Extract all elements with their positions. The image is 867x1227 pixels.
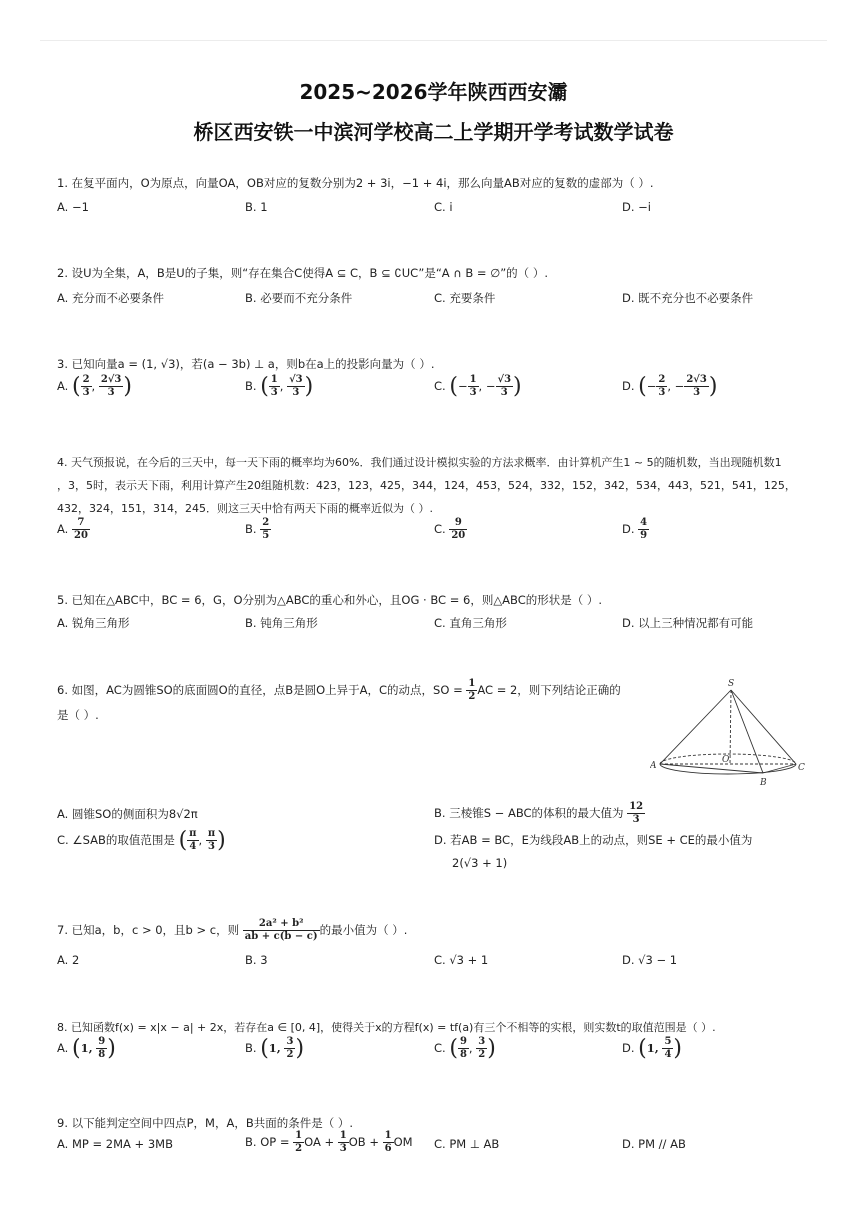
question-7-stem (57, 918, 407, 943)
q4-b-label: B. (245, 522, 257, 536)
question-9-stem: 9. 以下能判定空间中四点P，M，A，B共面的条件是（ ）. (57, 1116, 354, 1130)
fig-label-a: A (650, 761, 657, 771)
q9-b-num3: 1 (384, 1130, 392, 1141)
fig-label-s: S (728, 679, 735, 689)
question-6-stem (57, 678, 621, 703)
q4-a-label: A. (57, 522, 69, 536)
q4-a-den: 20 (73, 530, 88, 541)
q8-option-a[interactable]: A. (1, $\frac{9}{8}$ ) (57, 1036, 116, 1061)
q2-option-a[interactable]: A. 充分而不必要条件 (57, 291, 164, 305)
q3-a-den1: 3 (82, 387, 90, 398)
q9-option-b[interactable] (245, 1130, 413, 1155)
question-5-stem: 5. 已知在△ABC中，BC = 6，G，O分别为△ABC的重心和外心，且OG · BC = 6，则△ABC的形状是（ ）. (57, 593, 603, 607)
q5-option-a[interactable]: A. 锐角三角形 (57, 616, 130, 630)
q3-c-label: C. (434, 379, 446, 393)
q8-a-den: 8 (98, 1049, 106, 1060)
q9-option-d[interactable]: D. PM // AB (622, 1137, 686, 1151)
question-8-stem: 8. 已知函数f(x) = x|x − a| + 2x，若存在a ∈ [0, 4]，使得关于x的方程f(x) = tf(a)有三个不相等的实根，则实数t的取值范围是（ ）. (57, 1021, 716, 1034)
q6-option-c[interactable]: C. ∠SAB的取值范围是 ( $\frac{\pi}{4}$ , $\frac{\pi}{3}$ ) (57, 828, 226, 853)
q1-option-c[interactable]: C. i (434, 200, 453, 214)
q8-c-den1: 8 (459, 1049, 467, 1060)
q4-a-num: 7 (72, 517, 90, 530)
q8-a-num: 9 (98, 1036, 106, 1047)
q4-b-den: 5 (262, 530, 270, 541)
q7-option-c[interactable]: C. √3 + 1 (434, 953, 489, 967)
q6-c-text: C. ∠SAB的取值范围是 (57, 833, 175, 847)
q9-b-num1: 1 (295, 1130, 303, 1141)
q3-b-den1: 3 (270, 387, 278, 398)
cone-figure (650, 678, 810, 788)
q7-stem-num: 2a² + b² (243, 918, 320, 931)
q8-c-num1: 9 (459, 1036, 467, 1047)
q7-stem-part2: 的最小值为（ ）. (319, 923, 408, 937)
q3-b-num1: 1 (270, 374, 278, 385)
q7-option-d[interactable]: D. √3 − 1 (622, 953, 678, 967)
q9-option-a[interactable]: A. MP = 2MA + 3MB (57, 1137, 173, 1151)
fig-label-c: C (798, 763, 805, 773)
q8-option-c[interactable]: C. ( $\frac{9}{8}$ , $\frac{3}{2}$ ) (434, 1036, 496, 1061)
q9-b-den3: 6 (384, 1143, 392, 1154)
q9-b-den2: 3 (339, 1143, 347, 1154)
q5-option-b[interactable]: B. 钝角三角形 (245, 616, 318, 630)
q7-stem-den: ab + c(b − c) (244, 931, 318, 942)
q4-option-d[interactable] (622, 517, 649, 542)
q6-option-d-line2: 2(√3 + 1) (452, 856, 508, 870)
q3-a-num2: 2√3 (100, 374, 122, 385)
q1-option-a[interactable]: A. −1 (57, 200, 89, 214)
q9-option-c[interactable]: C. PM ⊥ AB (434, 1137, 500, 1151)
q2-option-c[interactable]: C. 充要条件 (434, 291, 496, 305)
q6-c-num2: π (207, 828, 216, 839)
q3-d-den1: 3 (658, 387, 666, 398)
q6-option-d[interactable]: D. 若AB = BC，E为线段AB上的动点，则SE + CE的最小值为 (434, 833, 753, 847)
q3-b-label: B. (245, 379, 257, 393)
q3-c-num2: √3 (497, 374, 512, 385)
q9-b-part3: OB + (348, 1135, 379, 1149)
q9-b-part4: OM (393, 1135, 413, 1149)
q1-option-b[interactable]: B. 1 (245, 200, 268, 214)
q6-option-a[interactable]: A. 圆锥SO的侧面积为8√2π (57, 807, 198, 821)
q3-b-num2: √3 (289, 374, 303, 385)
fig-label-o: O (722, 755, 730, 765)
q6-c-num1: π (189, 828, 197, 839)
q8-d-den: 4 (664, 1049, 672, 1060)
q3-d-label: D. (622, 379, 635, 393)
q8-c-label: C. (434, 1041, 446, 1055)
q7-stem-part1: 7. 已知a，b，c > 0，且b > c，则 (57, 923, 240, 937)
question-6-stem-line2: 是（ ）. (57, 708, 99, 722)
q4-d-num: 4 (640, 517, 648, 528)
q6-stem-part2: AC = 2，则下列结论正确的 (477, 683, 621, 697)
q3-c-num1: 1 (469, 374, 477, 385)
q9-b-num2: 1 (339, 1130, 347, 1141)
q4-c-label: C. (434, 522, 446, 536)
q4-d-label: D. (622, 522, 635, 536)
q3-b-den2: 3 (292, 387, 300, 398)
q6-option-b[interactable] (434, 801, 645, 826)
q4-option-b[interactable] (245, 517, 271, 542)
q3-a-num1: 2 (82, 374, 90, 385)
q9-b-part2: OA + (304, 1135, 335, 1149)
q3-option-d[interactable]: D. (− $\frac{2}{3}$ , − $\frac{2√3}{3}$ ) (622, 374, 718, 399)
q8-a-left: 1, (80, 1041, 93, 1055)
q3-d-den2: 3 (693, 387, 701, 398)
question-2-stem: 2. 设U为全集，A，B是U的子集，则“存在集合C使得A ⊆ C，B ⊆ ∁UC”是“A ∩ B = ∅”的（ ）. (57, 266, 548, 280)
q6-stem-part1: 6. 如图，AC为圆锥SO的底面圆O的直径，点B是圆O上异于A，C的动点，SO = (57, 683, 463, 697)
q4-c-num: 9 (449, 517, 467, 530)
q8-a-label: A. (57, 1041, 69, 1055)
q2-option-b[interactable]: B. 必要而不充分条件 (245, 291, 353, 305)
q6-stem-den: 2 (468, 691, 476, 702)
q6-stem-num: 1 (468, 678, 476, 689)
q4-option-c[interactable] (434, 517, 467, 542)
q8-option-b[interactable]: B. (1, $\frac{3}{2}$ ) (245, 1036, 305, 1061)
q8-d-left: 1, (646, 1041, 659, 1055)
q7-option-b[interactable]: B. 3 (245, 953, 268, 967)
question-4-line1: 4. 天气预报说，在今后的三天中，每一天下雨的概率均为60%．我们通过设计模拟实验的方法求概率．由计算机产生1 ~ 5的随机数，当出现随机数1 (57, 456, 782, 469)
q6-b-text: B. 三棱锥S − ABC的体积的最大值为 (434, 806, 624, 820)
q4-b-num: 2 (262, 517, 270, 528)
q8-b-label: B. (245, 1041, 257, 1055)
q3-c-den2: 3 (500, 387, 508, 398)
q3-option-c[interactable]: C. (− $\frac{1}{3}$ , − $\frac{√3}{3}$ ) (434, 374, 522, 399)
q8-b-den: 2 (286, 1049, 294, 1060)
question-4-line3: 432，324，151，314，245．则这三天中恰有两天下雨的概率近似为（ ）. (57, 502, 433, 515)
q6-c-den2: 3 (207, 841, 215, 852)
q8-b-num: 3 (286, 1036, 294, 1047)
q3-option-a[interactable]: A. ( $\frac{2}{3}$ , $\frac{2√3}{3}$ ) (57, 374, 132, 399)
top-divider (40, 40, 827, 41)
q9-b-den1: 2 (295, 1143, 303, 1154)
q3-a-den2: 3 (107, 387, 115, 398)
q4-option-a[interactable] (57, 517, 90, 542)
q2-option-d[interactable]: D. 既不充分也不必要条件 (622, 291, 754, 305)
q9-b-part1: B. OP = (245, 1135, 290, 1149)
question-3-stem: 3. 已知向量a = (1, √3)，若(a − 3b) ⊥ a，则b在a上的投影向量为（ ）. (57, 357, 435, 371)
q3-d-num1: 2 (658, 374, 666, 385)
q5-option-c[interactable]: C. 直角三角形 (434, 616, 507, 630)
q4-c-den: 20 (451, 530, 466, 541)
q5-option-d[interactable]: D. 以上三种情况都有可能 (622, 616, 754, 630)
q8-d-num: 5 (664, 1036, 672, 1047)
exam-title-line1: 2025~2026学年陕西西安灞 (299, 80, 568, 104)
question-1-stem: 1. 在复平面内，O为原点，向量OA，OB对应的复数分别为2 + 3i，−1 + 4i，那么向量AB对应的复数的虚部为（ ）. (57, 176, 654, 190)
question-4-line2: ，3，5时，表示天下雨，利用计算产生20组随机数：423，123，425，344，124，453，524，332，152，342，534，443，521，541，125， (57, 479, 796, 492)
exam-title-line2: 桥区西安铁一中滨河学校高二上学期开学考试数学试卷 (193, 120, 674, 144)
q8-c-den2: 2 (478, 1049, 486, 1060)
q4-d-den: 9 (640, 530, 648, 541)
q3-a-label: A. (57, 379, 69, 393)
q6-b-num: 12 (629, 801, 644, 812)
q3-c-den1: 3 (469, 387, 477, 398)
q3-d-num2: 2√3 (686, 374, 707, 385)
fig-label-b: B (760, 778, 767, 788)
q1-option-d[interactable]: D. −i (622, 200, 651, 214)
q6-c-den1: 4 (189, 841, 197, 852)
q3-option-b[interactable]: B. ( $\frac{1}{3}$ , $\frac{√3}{3}$ ) (245, 374, 314, 399)
q6-b-den: 3 (632, 814, 640, 825)
q8-d-label: D. (622, 1041, 635, 1055)
q8-option-d[interactable]: D. (1, $\frac{5}{4}$ ) (622, 1036, 682, 1061)
q8-b-left: 1, (268, 1041, 281, 1055)
q8-c-num2: 3 (478, 1036, 486, 1047)
q7-option-a[interactable]: A. 2 (57, 953, 80, 967)
